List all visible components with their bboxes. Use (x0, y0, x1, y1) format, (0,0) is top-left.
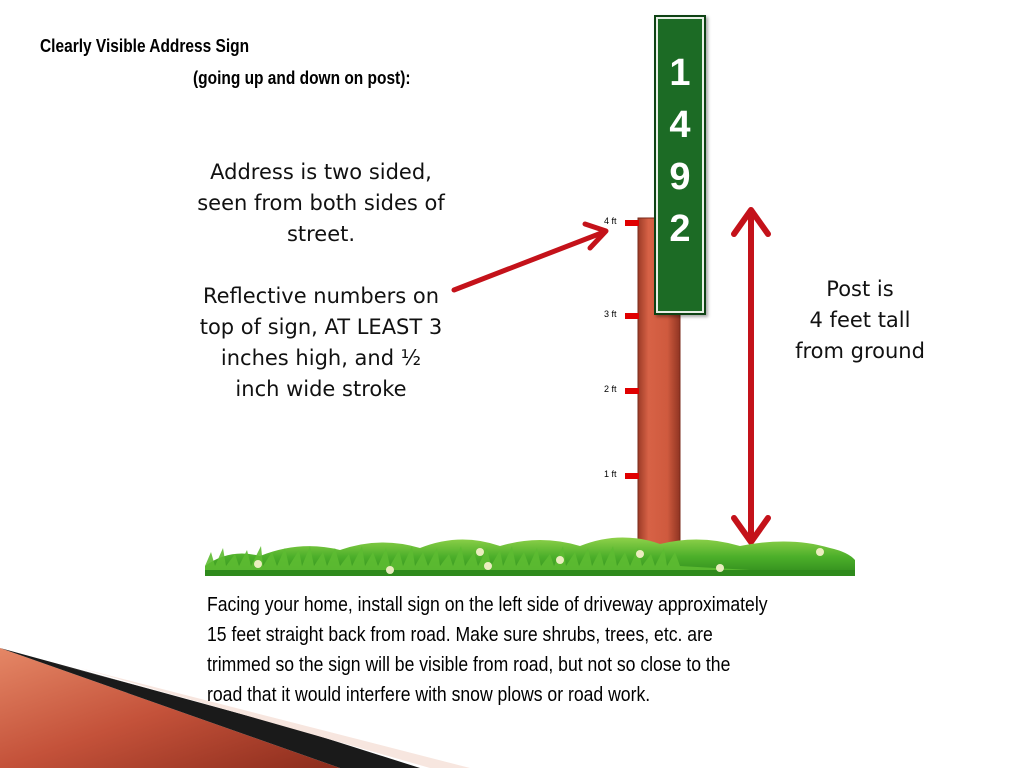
tick-label: 1 ft (604, 469, 617, 479)
address-digit: 9 (669, 156, 691, 198)
post-height-note (770, 274, 950, 367)
address-sign (654, 15, 706, 315)
tick-label: 2 ft (604, 384, 617, 394)
height-tick (625, 388, 639, 394)
two-sided-note: Address is two sided, seen from both sides of street. (197, 160, 445, 246)
post-note-line: Post is (826, 277, 894, 301)
address-digit: 4 (669, 104, 691, 146)
tick-label: 3 ft (604, 309, 617, 319)
page-title: Clearly Visible Address Sign (40, 36, 250, 56)
height-arrow (734, 210, 768, 542)
grass (205, 537, 855, 576)
installation-instructions (207, 590, 893, 710)
height-tick (625, 473, 639, 479)
instruction-line: Facing your home, install sign on the left side of driveway approximately (207, 594, 768, 616)
instruction-line: trimmed so the sign will be visible from road, but not so close to the (207, 654, 731, 676)
post-note-line: from ground (795, 339, 925, 363)
post-note-line: 4 feet tall (809, 308, 911, 332)
height-tick (625, 313, 639, 319)
height-tick (625, 220, 639, 226)
sign-description (196, 157, 446, 405)
instruction-line: road that it would interfere with snow plows or road work. (207, 684, 651, 706)
page-subtitle: (going up and down on post): (193, 68, 411, 88)
address-digit: 2 (669, 208, 691, 250)
pointer-arrow (454, 224, 606, 290)
instruction-line: 15 feet straight back from road. Make sure shrubs, trees, etc. are (207, 624, 713, 646)
height-ticks (625, 220, 639, 479)
tick-label: 4 ft (604, 216, 617, 226)
reflective-numbers-note: Reflective numbers on top of sign, AT LEAST 3 inches high, and ½ inch wide stroke (199, 284, 443, 401)
address-digit: 1 (669, 52, 691, 94)
